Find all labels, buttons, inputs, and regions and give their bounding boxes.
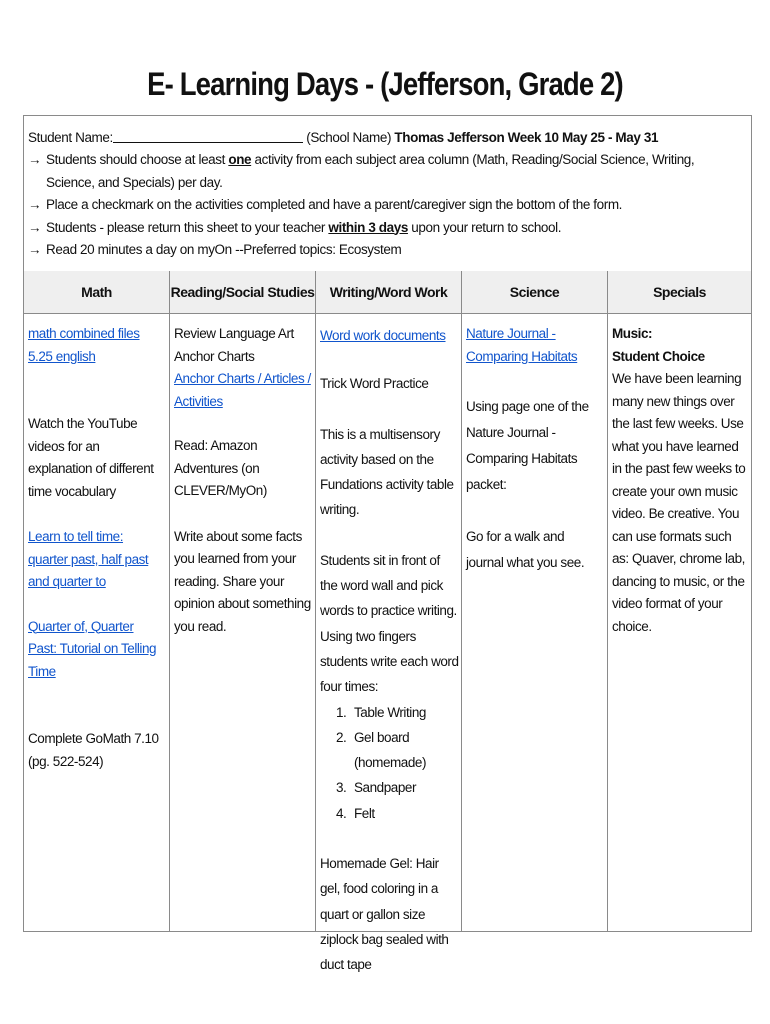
instruction-item: → Students should choose at least one activity from each subject area column (Math, Reading/Social Science, Writing, Science, and Specials) per day.: [28, 149, 743, 194]
music-video-text: We have been learning many new things over the last few weeks. Use what you have learned in the past few weeks to create your own music video. Be creative. You can use formats such as: Quaver, chrome lab, dancing to music, or the video format of your choice.: [612, 371, 746, 634]
header-writing: Writing/Word Work: [329, 284, 448, 300]
nature-journal-text: Using page one of the Nature Journal - Comparing Habitats packet:: [466, 399, 589, 492]
instruction-item: → Place a checkmark on the activities completed and have a parent/caregiver sign the bottom of the form.: [28, 194, 743, 217]
amazon-adventures-text: Read: Amazon Adventures (on CLEVER/MyOn): [174, 438, 267, 498]
write-facts-text: Write about some facts you learned from your reading. Share your opinion about something you read.: [174, 528, 311, 634]
list-item: 4. Felt: [336, 805, 375, 821]
column-divider: [607, 271, 608, 931]
specials-cell: [612, 323, 750, 638]
instructions-section: [24, 116, 751, 272]
list-item: 3. Sandpaper: [336, 780, 417, 796]
nature-journal-link[interactable]: Nature Journal - Comparing Habitats: [466, 326, 578, 364]
quarter-past-link[interactable]: Quarter of, Quarter Past: Tutorial on Telling Time: [28, 618, 157, 679]
multisensory-text: This is a multisensory activity based on the Fundations activity table writing.: [320, 426, 454, 518]
instruction-list: [28, 149, 743, 262]
arrow-icon: →: [28, 219, 42, 235]
list-item: 2. Gel board (homemade): [336, 729, 427, 771]
tell-time-link[interactable]: Learn to tell time: quarter past, half past and quarter to: [28, 529, 149, 589]
arrow-icon: →: [28, 152, 42, 167]
week-text: Thomas Jefferson Week 10 May 25 - May 31: [394, 130, 659, 145]
trick-word-text: Trick Word Practice: [320, 376, 429, 392]
header-reading: Reading/Social Studies: [170, 284, 315, 300]
anchor-charts-link[interactable]: Anchor Charts / Articles / Activities: [174, 371, 311, 409]
arrow-icon: →: [28, 242, 42, 257]
student-name-line: [28, 127, 658, 150]
math-files-link[interactable]: math combined files 5.25 english: [28, 326, 140, 364]
student-choice-heading: Student Choice: [612, 348, 705, 364]
page-title: E- Learning Days - (Jefferson, Grade 2): [147, 66, 623, 102]
list-item: 1. Table Writing: [336, 704, 426, 720]
column-divider: [315, 271, 316, 931]
music-heading: Music:: [612, 326, 653, 341]
header-science: Science: [509, 284, 560, 300]
instruction-item: → Students - please return this sheet to your teacher within 3 days upon your return to school.: [28, 217, 743, 240]
math-youtube-text: Watch the YouTube videos for an explanation of different time vocabulary: [28, 416, 154, 499]
reading-cell: [174, 323, 312, 638]
walk-journal-text: Go for a walk and journal what you see.: [466, 529, 585, 570]
school-name-label: (School Name): [306, 130, 392, 145]
writing-steps-list: [320, 700, 460, 826]
assignment-table: [23, 115, 752, 973]
writing-cell: [320, 323, 460, 978]
column-header-row: [24, 271, 751, 314]
two-fingers-text: Using two fingers students write each word four times:: [320, 628, 459, 695]
homemade-gel-text: Homemade Gel: Hair gel, food coloring in a quart or gallon size ziplock bag sealed with duct tape: [320, 856, 449, 973]
word-wall-text: Students sit in front of the word wall and pick words to practice writing.: [320, 552, 457, 619]
student-name-blank[interactable]: [113, 129, 303, 143]
header-specials: Specials: [653, 284, 706, 300]
student-name-label: Student Name:: [28, 130, 113, 145]
header-math: Math: [81, 284, 112, 300]
column-divider: [169, 271, 170, 931]
column-divider: [461, 271, 462, 931]
science-cell: [466, 323, 604, 576]
instruction-item: → Read 20 minutes a day on myOn --Preferred topics: Ecosystem: [28, 239, 743, 262]
arrow-icon: →: [28, 197, 42, 212]
gomath-text: Complete GoMath 7.10 (pg. 522-524): [28, 731, 159, 769]
math-cell: [28, 323, 164, 773]
word-work-link[interactable]: Word work documents: [320, 328, 446, 343]
anchor-charts-text: Review Language Art Anchor Charts: [174, 326, 294, 364]
